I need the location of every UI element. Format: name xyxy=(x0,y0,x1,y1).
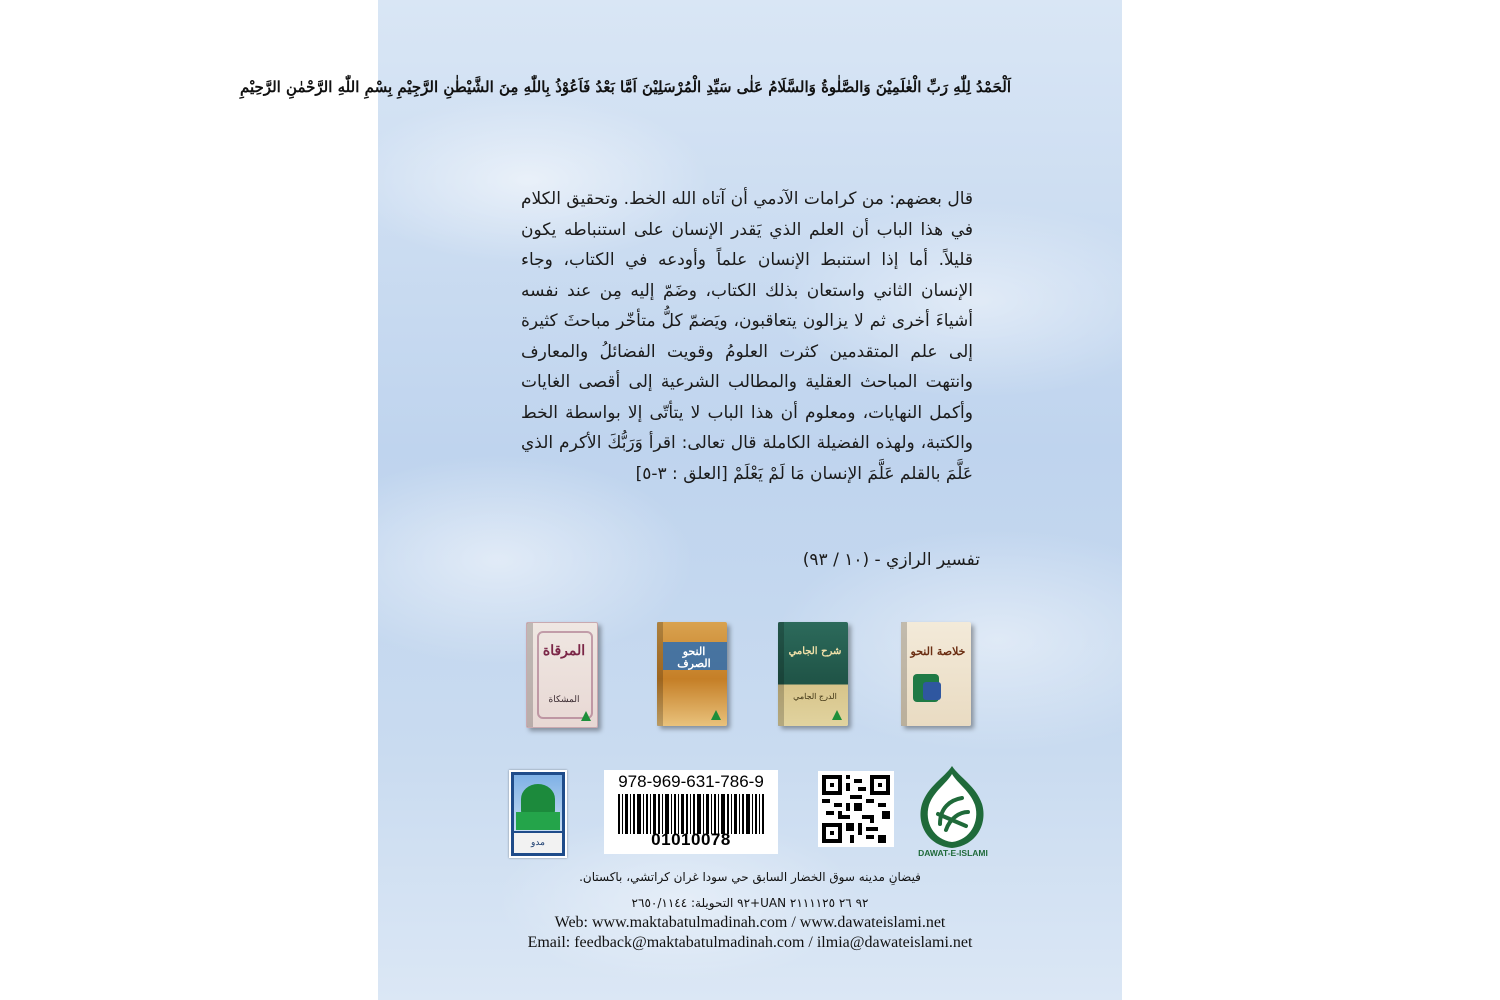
book-subtitle: الدرج الجامي xyxy=(793,692,837,701)
isbn-barcode xyxy=(604,770,778,854)
book-cover-khulasat-nahw xyxy=(901,622,971,726)
book-title: خلاصة النحو xyxy=(910,645,966,658)
book-cover-mirqat xyxy=(526,622,598,728)
book-subtitle: المشكاة xyxy=(548,695,580,705)
book-title: النحو الصرف xyxy=(677,645,711,670)
quote-source: تفسير الرازي - (١٠ / ٩٣) xyxy=(802,550,980,570)
publisher-phone: ٩٢ ٢٦ ٢١١١١٢٥ UAN+٩٢ التحويلة: ٢٦٥٠/١١٤٤ xyxy=(631,896,869,910)
publisher-label: DAWAT-E-ISLAMI xyxy=(918,848,988,858)
quote-passage xyxy=(521,184,973,489)
book-title: المرقاة xyxy=(542,643,586,659)
publisher-websites[interactable]: Web: www.maktabatulmadinah.com / www.dawateislami.net xyxy=(554,914,946,931)
isbn-number: 978-969-631-786-9 xyxy=(618,772,764,791)
book-cover-sharh-jami xyxy=(778,622,848,726)
book-cover-nahw xyxy=(657,622,727,726)
publisher-emblem-icon xyxy=(711,710,721,720)
green-dome-logo xyxy=(509,770,567,858)
back-cover xyxy=(240,0,1122,1000)
publisher-emails[interactable]: Email: feedback@maktabatulmadinah.com / ilmia@dawateislami.net xyxy=(527,934,973,951)
publisher-emblem-icon xyxy=(832,710,842,720)
publisher-address: فيضانِ مدينه سوق الخضار السابق حي سودا غران كراتشي، باكستان. xyxy=(579,870,921,884)
dome-logo-label: مدو xyxy=(514,833,562,853)
quote-text: قال بعضهم: من كرامات الآدمي أن آتاه الله الخط. وتحقيق الكلام في هذا الباب أن العلم الذي يَقدر الإنسان على استنباطه يكون قليلاً. أما إذا استنبط الإنسان علماً وأودعه في الكتاب، وجاء الإنسان الثاني واستعان بذلك الكتاب، وضَمّ إليه مِن عند نفسه أشياءَ أخرى ثم لا يزالون يتعاقبون، ويَضمّ كلُّ متأخّر مباحثَ كثيرة إلى علم المتقدمين كثرت العلومُ وقويت الفضائلُ والمعارف وانتهت المباحث العقلية والمطالب الشرعية إلى أقصى الغايات وأكمل النهايات، ومعلوم أن هذا الباب لا يتأتّى إلا بواسطة الخط والكتبة، ولهذه الفضيلة الكاملة قال تعالى: اقرأ وَرَبُّكَ الأكرم الذي عَلَّمَ بالقلم عَلَّمَ الإنسان مَا لَمْ يَعْلَمْ [العلق : ٣-٥] xyxy=(521,189,973,484)
book-title: شرح الجامي xyxy=(788,646,842,657)
dome-icon xyxy=(521,784,555,814)
bismillah-calligraphy: اَلْحَمْدُ لِلّٰهِ رَبِّ الْعٰلَمِيْنَ وَالصَّلٰوةُ وَالسَّلَامُ عَلٰى سَيِّدِ الْمُرْسَلِيْنَ اَمَّا بَعْدُ فَاَعُوْذُ بِاللّٰهِ مِنَ الشَّيْطٰنِ الرَّجِيْمِ بِسْمِ اللّٰهِ الرَّحْمٰنِ الرَّحِيْمِ xyxy=(240,78,1011,96)
qr-code-icon xyxy=(818,771,894,847)
barcode-icon xyxy=(618,794,764,834)
barcode-number: 01010078 xyxy=(651,830,731,849)
dawat-e-islami-logo xyxy=(916,764,988,860)
